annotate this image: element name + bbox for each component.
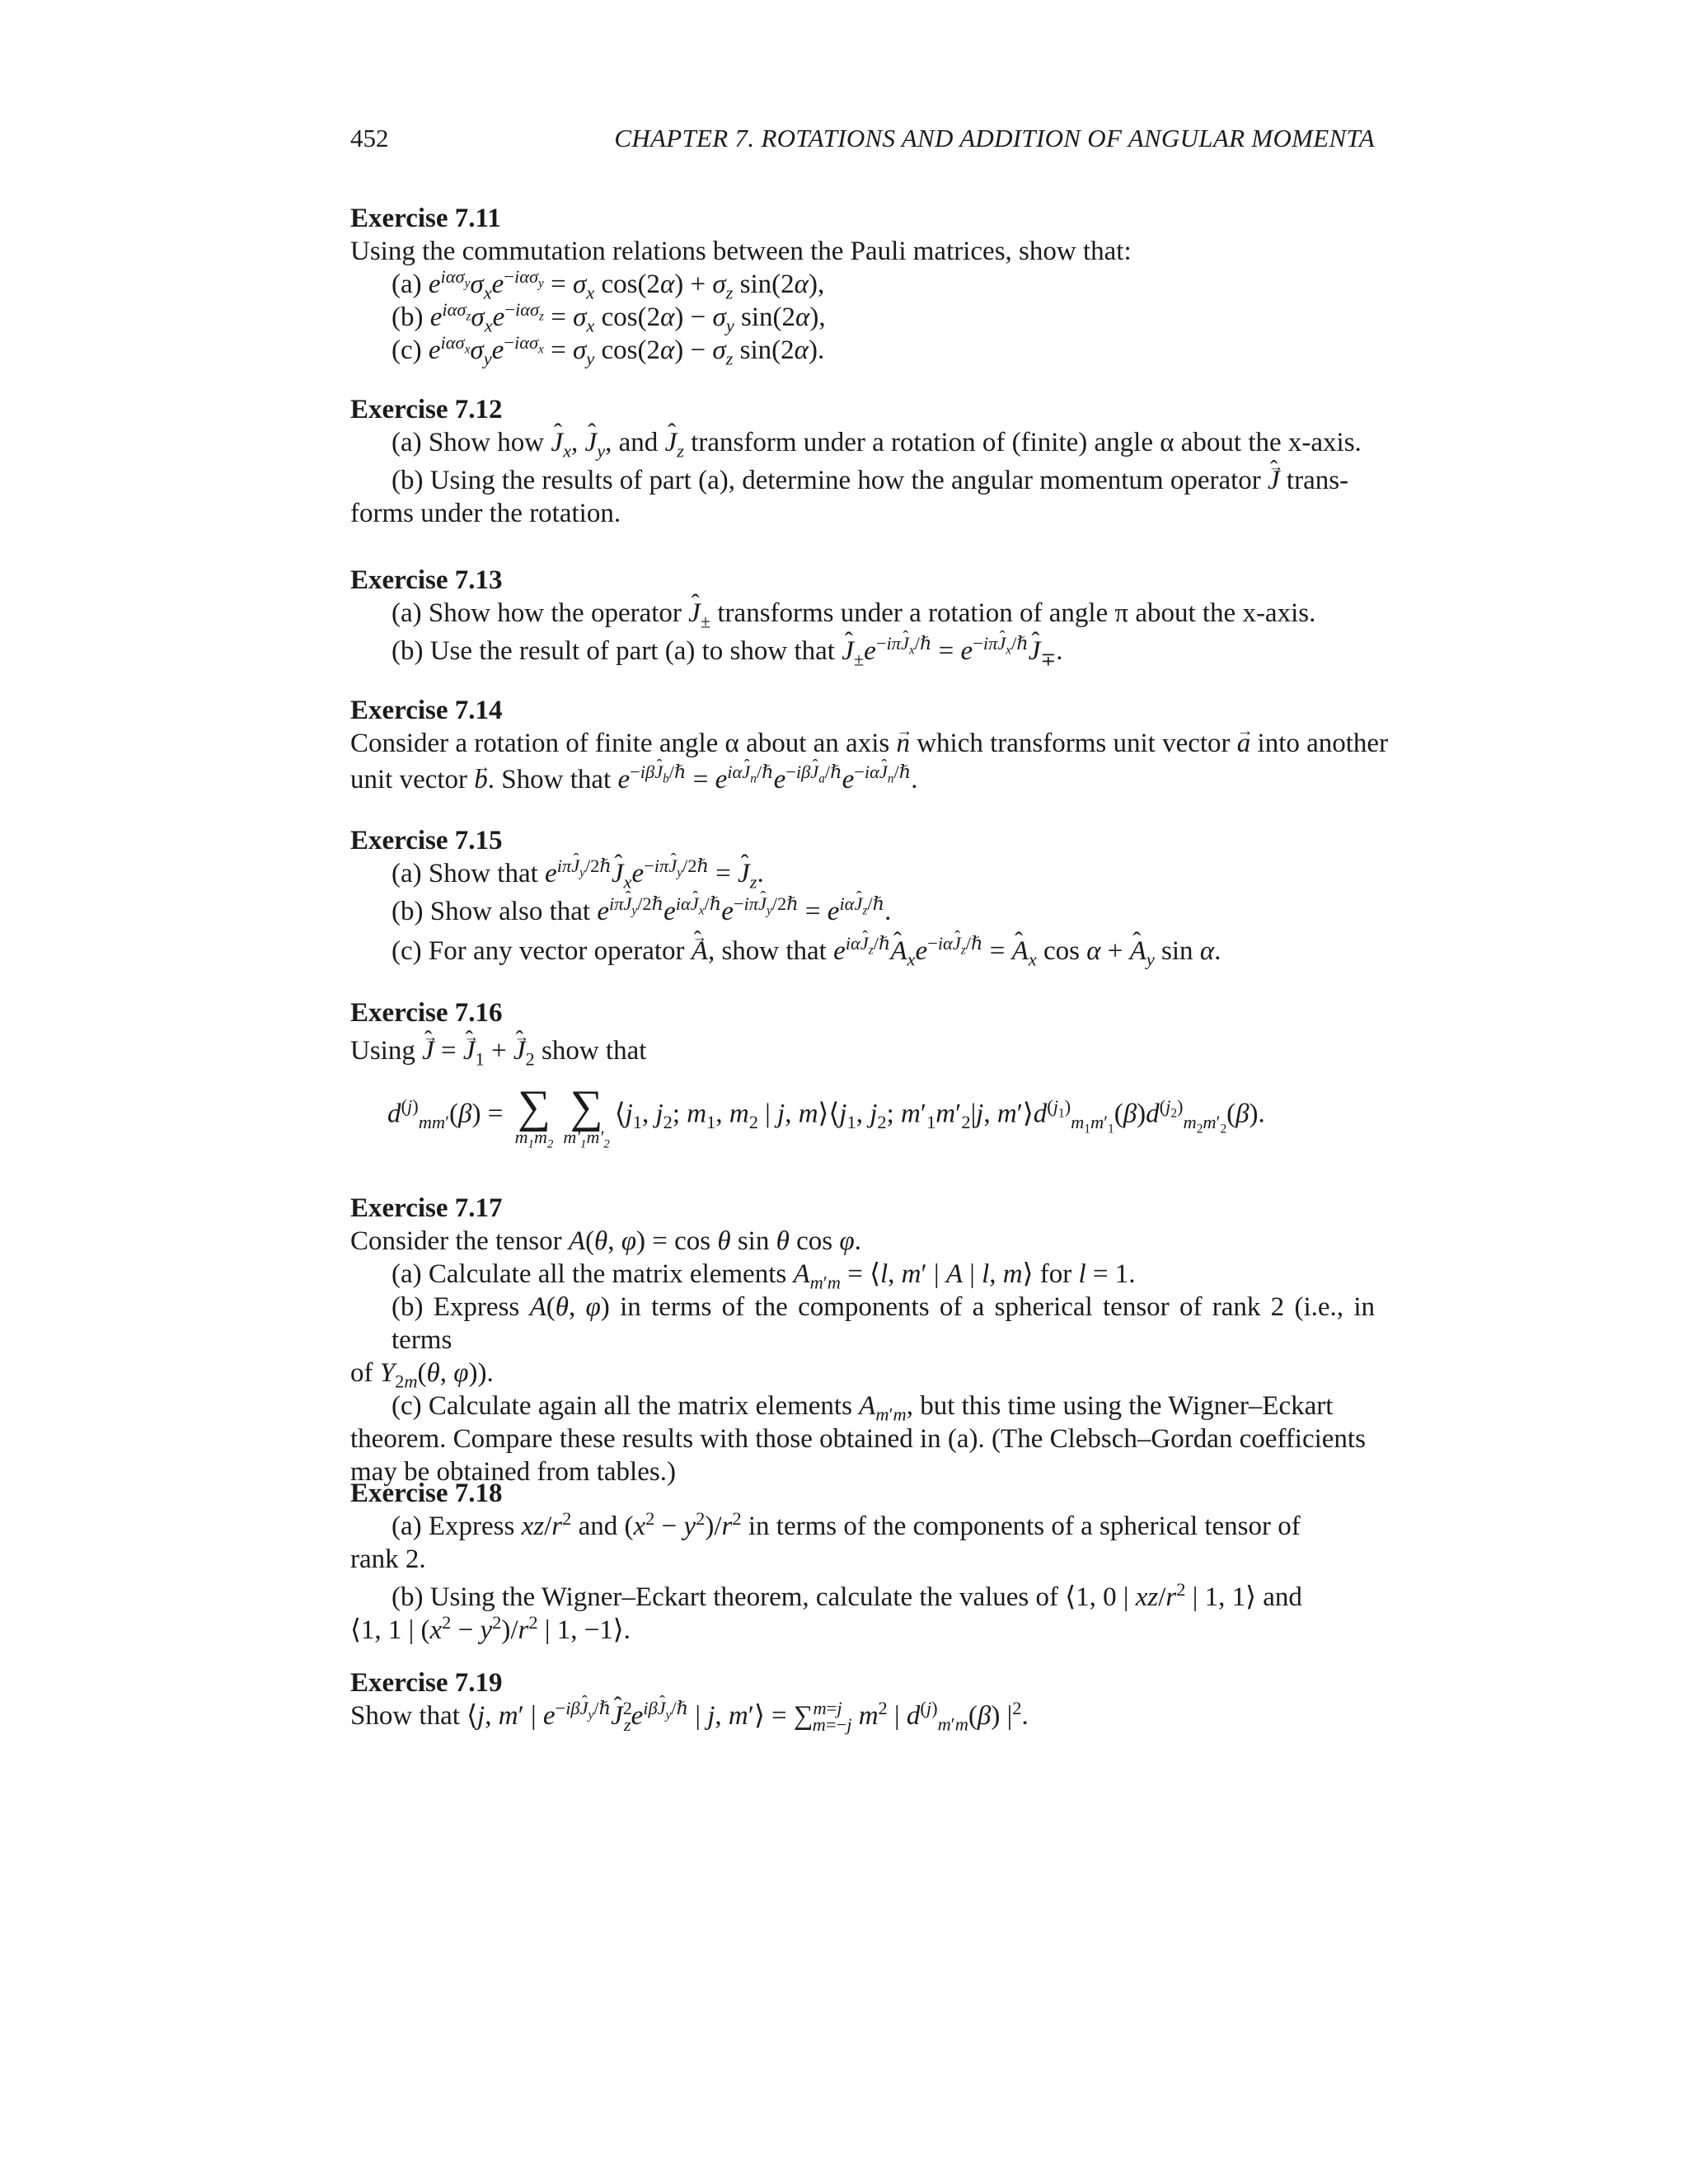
part-a: (a) Express $xz/r^2$ and $(x^2 - y^2)/r^2$ in terms of the components of a spherical tensor of bbox=[392, 1508, 1301, 1541]
part-b-continued: ⟨1, 1 | $(x^2 - y^2)/r^2$ | 1, −1⟩. bbox=[350, 1612, 631, 1645]
running-header: CHAPTER 7. ROTATIONS AND ADDITION OF ANGULAR MOMENTA bbox=[614, 124, 1375, 152]
part-b: (b) Use the result of part (a) to show that ˆ $J_\pm e^{-i\pi J_x/\hbar}$ = $e^{-i\pi J_x/\hbar}ˆ$ $J_\mp$. bbox=[350, 635, 1375, 668]
exercise-7-14 bbox=[350, 694, 1389, 796]
exercise-7-13 bbox=[350, 564, 1375, 668]
part-b-continued: of $Y_{2m}(\theta$, φ)). bbox=[350, 1358, 494, 1392]
part-b: (b) Express A(θ, φ) in terms of the components of a spherical tensor of rank 2 (i.e., in terms bbox=[392, 1292, 1376, 1355]
intro-line: Consider the tensor A(θ, φ) = cos θ sin θ cos φ. bbox=[350, 1226, 861, 1256]
part-c: (c) Calculate again all the matrix elements $A_{m'm}$, but this time using the Wigner–Eckart bbox=[392, 1391, 1334, 1425]
exercise-7-11 bbox=[350, 202, 1375, 367]
part-b: (b) Show also that $e^{i\pi J_y/2\hbar}e^{i\alpha J_x/\hbar}e^{-i\pi J_y/2\hbar} = e^{i\alpha J_z/\hbar}$. bbox=[392, 893, 892, 926]
exercise-title: Exercise 7.16 bbox=[350, 998, 503, 1028]
part-a-continued: rank 2. bbox=[350, 1544, 426, 1574]
part-c-line-3: may be obtained from tables.) bbox=[350, 1457, 676, 1487]
exercise-title: Exercise 7.19 bbox=[350, 1668, 503, 1698]
exercise-7-16 bbox=[350, 996, 1375, 1151]
d-matrix-equation: $d^{(j)}_{mm'}(\beta)$ = ∑ $m_1m_2$ ∑ $m'_1m'_2$ $⟨j_1$, $j_2$; $m_1$, $m_2$ | j, $m⟩⟨j_1$, $j_2$; $m'_1m'_2|j$, $m'⟩d^{(j_1)}_{m_1m'_1}(\beta)d^{(j_2)}_{m_2m'_2}(\beta)$. bbox=[387, 1081, 1265, 1151]
equation-part-b: (b) $e^{i\alpha\sigma_z}\sigma_xe^{-i\alpha\sigma_z} = \sigma_x$ $\cos(2\alpha) - \sigma_y$ sin(2α), bbox=[392, 299, 826, 336]
equation-part-c: (c) $e^{i\alpha\sigma_x}\sigma_ye^{-i\alpha\sigma_x} = \sigma_y$ $\cos(2\alpha) - \sigma_z$ sin(2α). bbox=[392, 332, 825, 369]
exercise-intro: Using the commutation relations between the Pauli matrices, show that: bbox=[350, 237, 1132, 266]
page-number: 452 bbox=[350, 124, 389, 152]
exercise-title: Exercise 7.15 bbox=[350, 826, 503, 855]
part-b: (b) Using the results of part (a), determine how the angular momentum operator → J ˆ trans- bbox=[350, 464, 1375, 497]
exercise-7-15 bbox=[350, 824, 1375, 968]
exercise-title: Exercise 7.14 bbox=[350, 696, 503, 725]
line-1: Consider a rotation of finite angle α about an axis → n which transforms unit vector → a into another bbox=[350, 727, 1375, 760]
part-b: (b) Using the Wigner–Eckart theorem, calculate the values of ⟨1, 0 | $xz/r^2$ | 1, 1⟩ and bbox=[392, 1579, 1302, 1612]
exercise-7-17 bbox=[350, 1192, 1375, 1488]
exercise-7-18 bbox=[350, 1477, 1375, 1647]
part-c: (c) For any vector operator → A ˆ, show that $e^{i\alpha J_z/\hbar}ˆ$ $A_xe^{-i\alpha J_z/\hbar}$ = ˆ $A_x$ cos α + ˆ $A_y$ sin α. bbox=[350, 935, 1375, 968]
exercise-title: Exercise 7.12 bbox=[350, 395, 503, 424]
exercise-title: Exercise 7.13 bbox=[350, 565, 503, 595]
exercise-title: Exercise 7.18 bbox=[350, 1479, 503, 1508]
part-a: (a) Show how the operator ˆ $J_\pm$ transforms under a rotation of angle π about the x-axis. bbox=[350, 597, 1375, 630]
exercise-title: Exercise 7.11 bbox=[350, 204, 501, 233]
part-a: (a) Show how ˆ $J_x$, ˆ $J_y$, and ˆ $J_z$ transform under a rotation of (finite) angle α about the x-axis. bbox=[350, 426, 1375, 459]
part-c-line-2: theorem. Compare these results with those obtained in (a). (The Clebsch–Gordan coefficients bbox=[350, 1424, 1366, 1454]
part-b-continued: forms under the rotation. bbox=[350, 499, 621, 528]
exercise-7-19 bbox=[350, 1666, 1375, 1735]
exercise-7-12 bbox=[350, 393, 1375, 530]
equation-part-a: (a) $e^{i\alpha\sigma_y}\sigma_xe^{-i\alpha\sigma_y} = \sigma_x$ $\cos(2\alpha) + \sigma_z$ sin(2α), bbox=[392, 266, 825, 303]
part-a: (a) Calculate all the matrix elements $A_{m'm}$ = ⟨l, m′ | A | l, m⟩ for l = 1. bbox=[392, 1259, 1136, 1293]
line-2: unit vector → b. Show that $e^{-i\beta J_b/\hbar} = e^{i\alpha J_n/\hbar}e^{-i\beta J_a/\hbar}e^{-i\alpha J_n/\hbar}$. bbox=[350, 763, 1375, 796]
intro-line: Using → J ˆ = → J ˆ$_1$ + → J ˆ$_2$ show that bbox=[350, 1034, 1375, 1067]
exercise-title: Exercise 7.17 bbox=[350, 1193, 503, 1223]
equation-line: Show that ⟨j, m′ | $e^{-i\beta J_y/\hbar}ˆ$ $J^2_ze^{i\beta J_y/\hbar}$ | j, m′⟩ = ∑$^{m=j}_{m=-j}$ $m^2$ | $d^{(j)}_{m'm}(\beta)$ $|^2$. bbox=[350, 1699, 1375, 1732]
part-a: (a) Show that $e^{i\pi J_y/2\hbar}ˆ$ $J_xe^{-i\pi J_y/2\hbar}$ = ˆ $J_z$. bbox=[350, 857, 1375, 890]
